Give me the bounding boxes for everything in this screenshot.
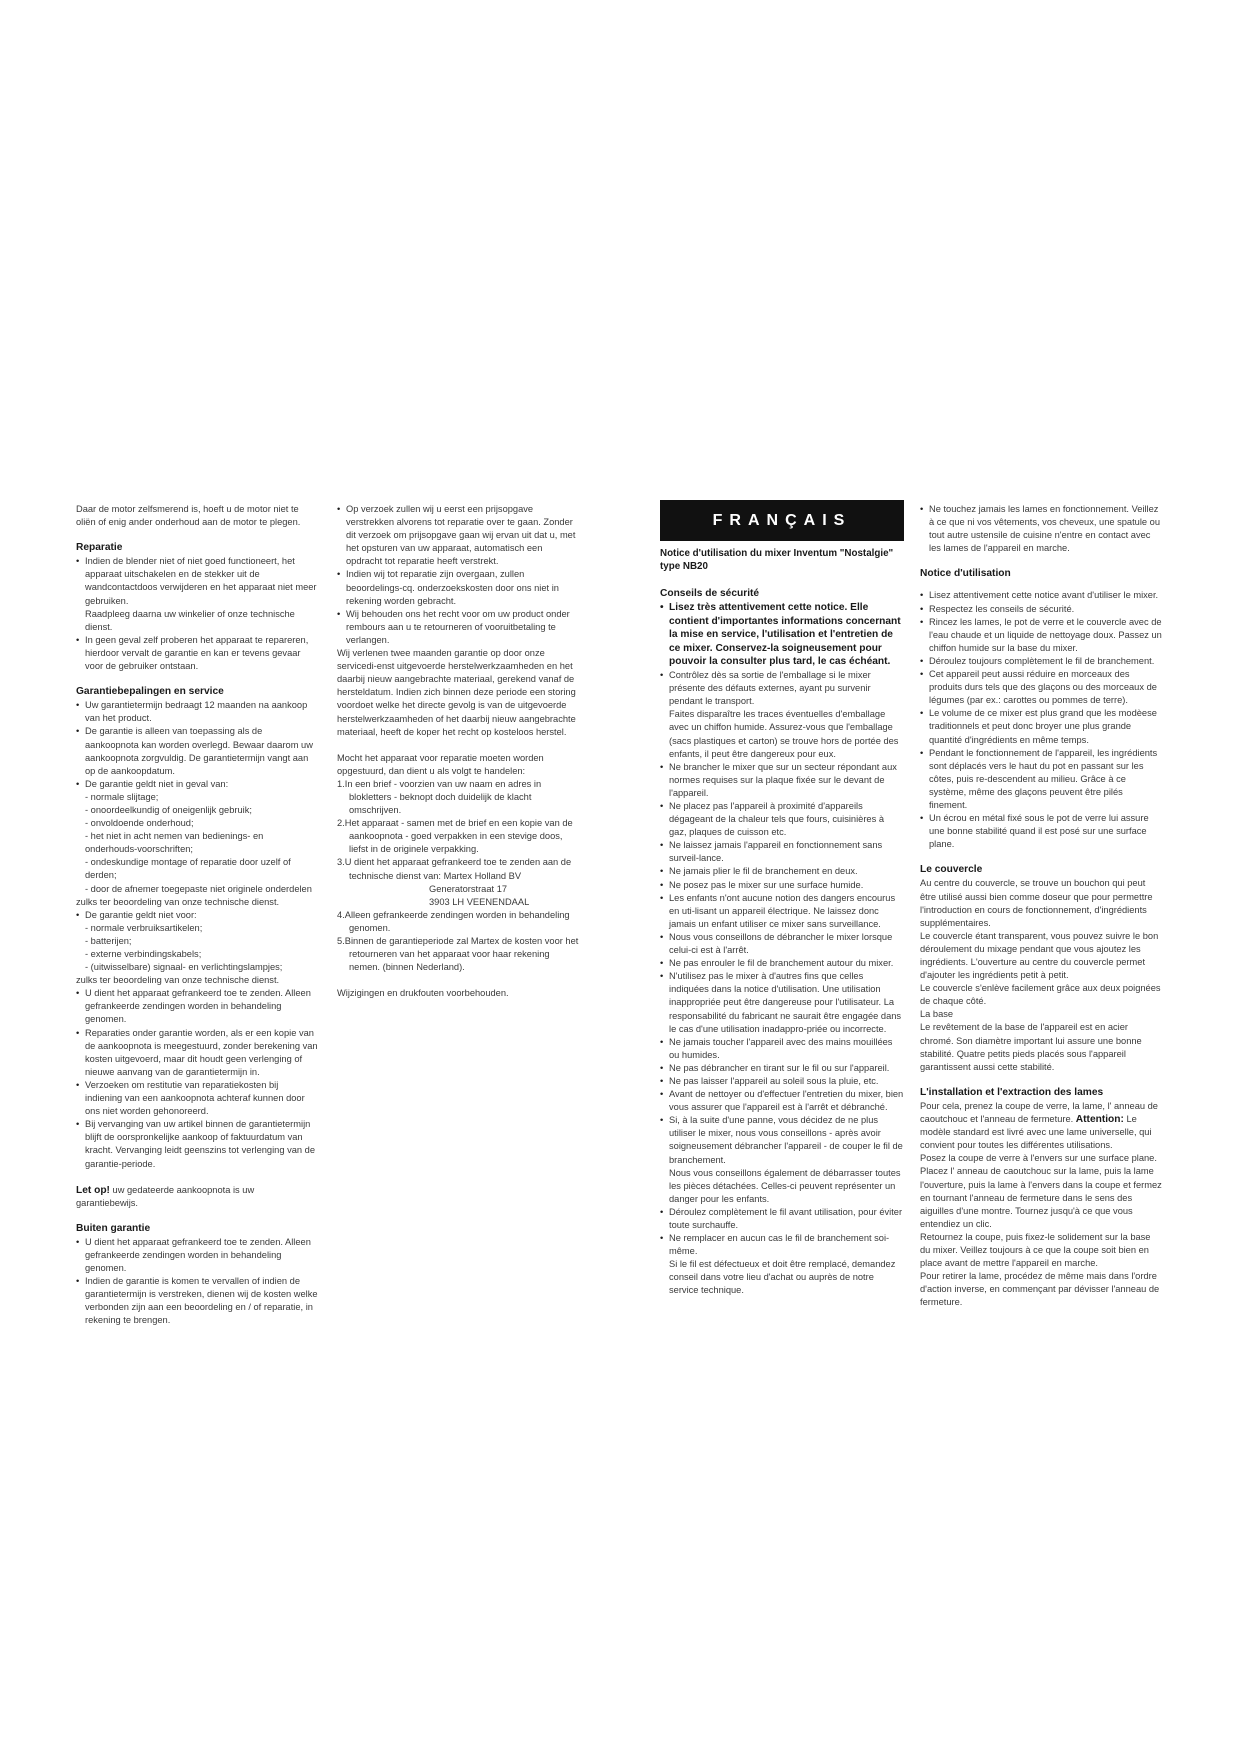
list-item: • Rincez les lames, le pot de verre et le couvercle avec de l'eau chaude et un liquide de nettoyage doux. Passez un chiffon humide sur la base du mixer. <box>920 616 1162 655</box>
letop-note: Let op! uw gedateerde aankoopnota is uw garantiebewijs. <box>76 1184 255 1208</box>
garantie-list-3 <box>76 987 318 1170</box>
service-list <box>337 503 579 647</box>
list-item: • In geen geval zelf proberen het apparaat te repareren, hierdoor vervalt de garantie en kan er tevens gevaar voor de gebruiker ontstaan. <box>76 634 318 673</box>
garantie-heading: Garantiebepalingen en service <box>76 686 224 698</box>
list-item: • Indien de blender niet of niet goed functioneert, het apparaat uitschakelen en de stekker uit de wandcontactdoos verwijderen en het apparaat niet meer gebruiken. Raadpleeg daarna uw winkelier of onze technische dienst. <box>76 555 318 634</box>
couvercle-paragraph-1: Au centre du couvercle, se trouve un bouchon qui peut être utilisé aussi bien comme doseur que pour permettre l'introduction en cours de fonctionnement, d'ingrédients supplémentaires. <box>920 878 1153 928</box>
list-item: • Lisez attentivement cette notice avant d'utiliser le mixer. <box>920 589 1162 602</box>
list-item: • Op verzoek zullen wij u eerst een prijsopgave verstrekken alvorens tot reparatie over te gaan. Zonder dit verzoek om prijsopgave gaan wij ervan uit dat u, met het opsturen van uw apparaat, automatisch een opdracht tot reparatie heeft verstrekt. <box>337 503 579 568</box>
list-item: • Le volume de ce mixer est plus grand que les modèese traditionnels et peut donc broyer une plus grande quantité d'ingrédients en même temps. <box>920 707 1162 746</box>
list-item: • Uw garantietermijn bedraagt 12 maanden na aankoop van het product. <box>76 699 318 725</box>
safety-list <box>660 669 904 1298</box>
couvercle-paragraph-3: Le couvercle s'enlève facilement grâce aux deux poignées de chaque côté. <box>920 983 1161 1007</box>
list-item: • Ne pas débrancher en tirant sur le fil ou sur l'appareil. <box>660 1062 904 1075</box>
list-item: • Ne touchez jamais les lames en fonctionnement. Veillez à ce que ni vos vêtements, vos cheveux, une spatule ou tout autre ustensile de cuisine n'entre en contact avec les lames de l'appareil en marche. <box>920 503 1162 555</box>
list-item: • Wij behouden ons het recht voor om uw product onder rembours aan u te retourneren of vooruitbetaling te verlangen. <box>337 608 579 647</box>
blade-warning <box>920 503 1162 555</box>
address-city: 3903 LH VEENENDAAL <box>429 896 530 907</box>
list-item: • Ne remplacer en aucun cas le fil de branchement soi-même. Si le fil est défectueux et doit être remplacé, demandez conseil dans votre lieu d'achat ou auprès de notre service technique. <box>660 1232 904 1297</box>
list-item: • Avant de nettoyer ou d'effectuer l'entretien du mixer, bien vous assurer que l'appareil est à l'arrêt et débranché. <box>660 1088 904 1114</box>
buiten-garantie-list <box>76 1236 318 1328</box>
list-item: • De garantie is alleen van toepassing als de aankoopnota kan worden overlegd. Bewaar daarom uw aankoopnota zorgvuldig. De garantietermijn vangt aan op de aankoopdatum. <box>76 725 318 777</box>
couvercle-heading: Le couvercle <box>920 864 983 876</box>
list-item: • N'utilisez pas le mixer à d'autres fins que celles indiquées dans la notice d'utilisation. Une utilisation inappropriée peut être dangereuse pour l'utilisateur. La responsabilité du fabricant ne saurait être engagée dans le cas d'une utilisation inadappro-priée ou incorrecte. <box>660 970 904 1035</box>
list-item: • Ne pas laisser l'appareil au soleil sous la pluie, etc. <box>660 1075 904 1088</box>
list-item: • De garantie geldt niet in geval van: - normale slijtage; - onoordeelkundig of oneigenlijk gebruik; - onvoldoende onderhoud; - het niet in acht nemen van bedienings- en onderhouds-voorschriften; - ondeskundige montage of reparatie door uzelf of derden; - door de afnemer toegepaste niet originele onderdelen <box>76 778 318 896</box>
list-item: • Ne jamais plier le fil de branchement en deux. <box>660 865 904 878</box>
list-item: • Un écrou en métal fixé sous le pot de verre lui assure une bonne stabilité quand il est posé sur une surface plane. <box>920 812 1162 851</box>
step-5: 5.Binnen de garantieperiode zal Martex de kosten voor het retourneren van het apparaat voor haar rekening nemen. (binnen Nederland). <box>337 936 579 973</box>
couvercle-paragraph-2: Le couvercle étant transparent, vous pouvez suivre le bon déroulement du mixage pendant que vous ajoutez les ingrédients. L'ouverture au centre du couvercle permet d'ajouter les ingrédients petit à petit. <box>920 930 1159 981</box>
list-item: • Respectez les conseils de sécurité. <box>920 603 1162 616</box>
installation-paragraph-2: Posez la coupe de verre à l'envers sur une surface plane. Placez l' anneau de caoutchouc sur la lame, puis la lame l'ouverture, puis la lame à l'envers dans la coupe et fermez en tournant l'anneau de fermeture dans le sens des aiguilles d'une montre. Tournez jusqu'à ce que vous entendiez un clic. <box>920 1153 1162 1229</box>
notice-title: Notice d'utilisation du mixer Inventum "Nostalgie" type NB20 <box>660 548 894 572</box>
installation-paragraph-4: Pour retirer la lame, procédez de même mais dans l'ordre d'action inverse, en commençant par dévisser l'anneau de fermeture. <box>920 1271 1160 1308</box>
list-item: • Les enfants n'ont aucune notion des dangers encourus en uti-lisant un appareil électrique. Ne laissez donc jamais un enfant utiliser ce mixer sans surveillance. <box>660 892 904 931</box>
address-street: Generatorstraat 17 <box>429 883 508 894</box>
safety-heading: Conseils de sécurité <box>660 588 760 599</box>
motor-intro: Daar de motor zelfsmerend is, hoeft u de motor niet te oliën of enig ander onderhoud aan de motor te plegen. <box>76 504 301 528</box>
send-instructions: Mocht het apparaat voor reparatie moeten worden opgestuurd, dan dient u als volgt te handelen: <box>337 752 544 776</box>
safety-warning: • Lisez très attentivement cette notice. Elle contient d'importantes informations concernant la mise en service, l'utilisation et l'entretien de ce mixer. Conservez-la soigneusement pour pouvoir la consulter plus tard, le cas échéant. <box>660 601 904 669</box>
step-3: 3.U dient het apparaat gefrankeerd toe te zenden aan de technische dienst van: Martex Holland BV <box>337 857 572 881</box>
reparatie-list <box>76 555 318 673</box>
list-item: • Ne jamais toucher l'appareil avec des mains mouillées ou humides. <box>660 1036 904 1062</box>
garantie-b3-tail: zulks ter beoordeling van onze technische dienst. <box>76 896 280 907</box>
column-dutch-1 <box>76 503 318 1328</box>
garantie-list-2 <box>76 909 318 974</box>
list-item: • Indien de garantie is komen te vervallen of indien de garantietermijn is verstreken, dienen wij de kosten welke verbonden zijn aan een beoordeling en / of reparatie, in rekening te brengen. <box>76 1275 318 1327</box>
installation-heading: L'installation et l'extraction des lames <box>920 1086 1104 1098</box>
column-french-2 <box>920 503 1162 1309</box>
list-item: • Cet appareil peut aussi réduire en morceaux des produits durs tels que des glaçons ou des morceaux de légumes (par ex.: carottes ou pommes de terre). <box>920 668 1162 707</box>
list-item: • Contrôlez dès sa sortie de l'emballage si le mixer présente des défauts externes, ayant pu survenir pendant le transport. Faites disparaître les traces éventuelles d'emballage avec un chiffon humide. Assurez-vous que l'emballage (sacs plastiques et carton) se trouve hors de portée des enfants, il peut être dangereux pour eux. <box>660 669 904 761</box>
list-item: • Déroulez complètement le fil avant utilisation, pour éviter toute surchauffe. <box>660 1206 904 1232</box>
disclaimer: Wijzigingen en drukfouten voorbehouden. <box>337 988 509 999</box>
notice-heading: Notice d'utilisation <box>920 568 1011 580</box>
installation-paragraph-3: Retournez la coupe, puis fixez-le solidement sur la base du mixer. Veillez toujours à ce que la coupe soit bien en place avant de mettre l'appareil en marche. <box>920 1231 1151 1269</box>
column-dutch-2 <box>337 503 579 1000</box>
list-item: • Ne placez pas l'appareil à proximité d'appareils dégageant de la chaleur tels que fours, cuisinières à gaz, plaques de cuisson etc. <box>660 800 904 839</box>
list-item: • Ne pas enrouler le fil de branchement autour du mixer. <box>660 957 904 970</box>
notice-list <box>920 589 1162 851</box>
language-banner: FRANÇAIS <box>660 500 904 541</box>
step-1: 1.In een brief - voorzien van uw naam en adres in blokletters - beknopt doch duidelijk de klacht omschrijven. <box>337 778 542 816</box>
list-item: • Ne laissez jamais l'appareil en fonctionnement sans surveil-lance. <box>660 839 904 865</box>
list-item: • U dient het apparaat gefrankeerd toe te zenden. Alleen gefrankeerde zendingen worden in behandeling genomen. <box>76 1236 318 1275</box>
list-item: • Ne brancher le mixer que sur un secteur répondant aux normes requises sur la plaque fixée sur le devant de l'appareil. <box>660 761 904 800</box>
installation-paragraph-1: Pour cela, prenez la coupe de verre, la lame, l' anneau de caoutchouc et l'anneau de fermeture. Attention: Le modèle standard est livré avec une lame universelle, qui convient pour toutes les différentes utilisations. <box>920 1100 1158 1151</box>
list-item: • Ne posez pas le mixer sur une surface humide. <box>660 879 904 892</box>
column-french-1 <box>660 500 904 1298</box>
list-item: • Indien wij tot reparatie zijn overgaan, zullen beoordelings-cq. onderzoekskosten door ons niet in rekening worden gebracht. <box>337 568 579 607</box>
list-item: • Bij vervanging van uw artikel binnen de garantietermijn blijft de oorspronkelijke aankoop of faktuurdatum van kracht. Vervanging leidt geenszins tot verlenging van de garantie-periode. <box>76 1118 318 1170</box>
service-paragraph: Wij verlenen twee maanden garantie op door onze servicedi-enst uitgevoerde herstelwerkzaamheden en het daarbij nieuw aangebrachte materiaal, gerekend vanaf de hersteldatum. Indien zich binnen deze periode een storing voordoet welke het directe gevolg is van de uitgevoerde herstelwerkzaamheden of het daarbij nieuw aangebrachte materiaal, heeft de koper het recht op kosteloos herstel. <box>337 648 576 737</box>
list-item: • Déroulez toujours complètement le fil de branchement. <box>920 655 1162 668</box>
list-item: • Nous vous conseillons de débrancher le mixer lorsque celui-ci est à l'arrêt. <box>660 931 904 957</box>
step-2: 2.Het apparaat - samen met de brief en een kopie van de aankoopnota - goed verpakken in een stevige doos, liefst in de originele verpakking. <box>337 818 573 855</box>
base-label: La base <box>920 1009 954 1020</box>
base-paragraph: Le revêtement de la base de l'appareil est en acier chromé. Son diamètre important lui assure une bonne stabilité. Quatre petits pieds placés sous l'appareil garantissent aussi cette stabilité. <box>920 1022 1142 1072</box>
list-item: • Reparaties onder garantie worden, als er een kopie van de aankoopnota is meegestuurd, zonder berekening van kosten uitgevoerd, maar dit houdt geen verlenging of nieuwe aanvang van de garantietermijn in. <box>76 1027 318 1079</box>
garantie-list <box>76 699 318 895</box>
garantie-b4-tail: zulks ter beoordeling van onze technische dienst. <box>76 975 280 986</box>
list-item: • Verzoeken om restitutie van reparatiekosten bij indiening van een aankoopnota achteraf kunnen door ons niet worden gehonoreerd. <box>76 1079 318 1118</box>
list-item: • U dient het apparaat gefrankeerd toe te zenden. Alleen gefrankeerde zendingen worden in behandeling genomen. <box>76 987 318 1026</box>
list-item: • De garantie geldt niet voor: - normale verbruiksartikelen; - batterijen; - externe verbindingskabels; - (uitwisselbare) signaal- en verlichtingslampjes; <box>76 909 318 974</box>
step-4: 4.Alleen gefrankeerde zendingen worden in behandeling genomen. <box>337 909 570 933</box>
list-item: • Pendant le fonctionnement de l'appareil, les ingrédients sont déplacés vers le haut du pot en passant sur les côtes, puis re-descendent au milieu. Grâce à ce système, même des glaçons peuvent être pilés finement. <box>920 747 1162 812</box>
buiten-garantie-heading: Buiten garantie <box>76 1222 151 1234</box>
list-item: • Si, à la suite d'une panne, vous décidez de ne plus utiliser le mixer, nous vous conseillons - après avoir soigneusement débrancher l'appareil - de couper le fil de branchement. Nous vous conseillons également de débarrasser toutes les pièces détachées. Celles-ci peuvent représenter un danger pour les enfants. <box>660 1114 904 1206</box>
reparatie-heading: Reparatie <box>76 542 123 554</box>
